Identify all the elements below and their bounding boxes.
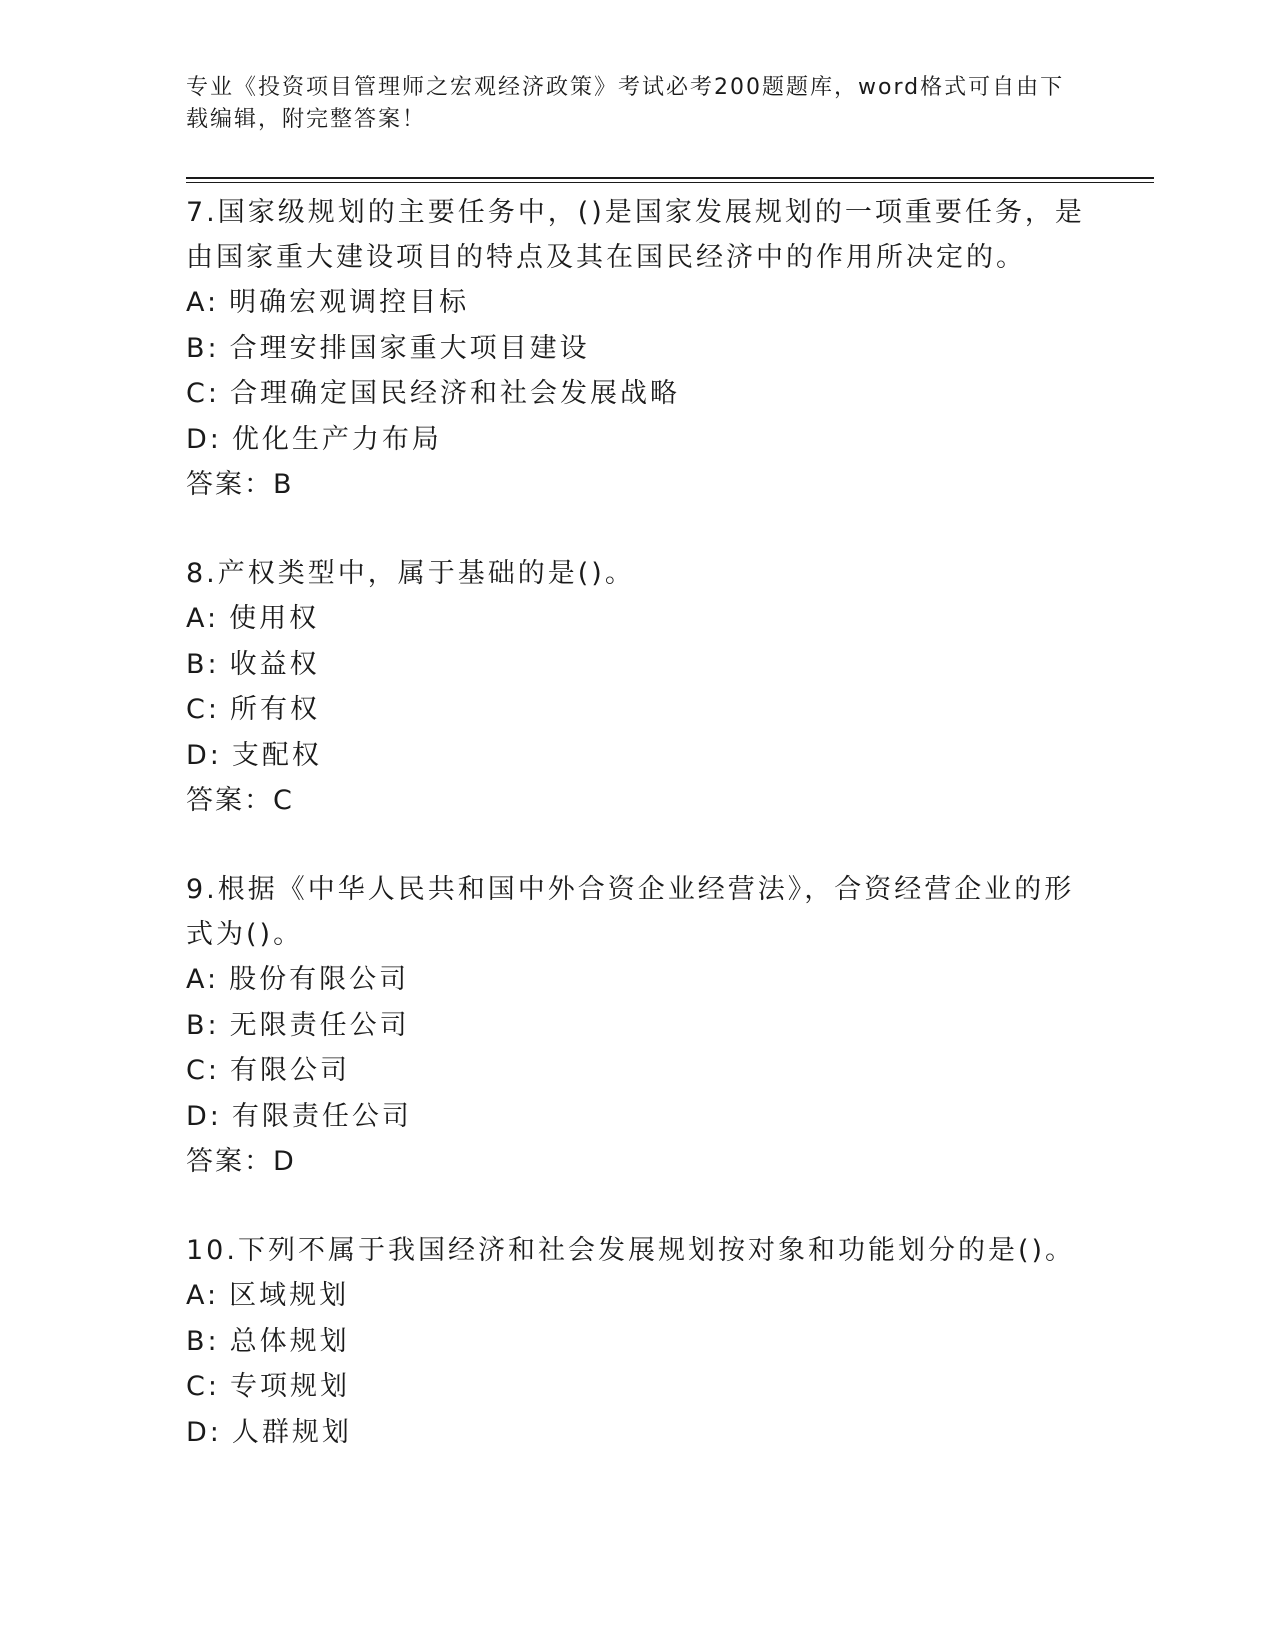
answer-label: 答案：B — [186, 469, 294, 500]
option-letter: A: — [186, 1280, 220, 1311]
option-text: 人群规划 — [231, 1416, 352, 1448]
option-letter: D: — [186, 739, 222, 771]
question-stem: 10.下列不属于我国经济和社会发展规划按对象和功能划分的是()。 — [186, 1235, 1076, 1266]
option-text: 明确宏观调控目标 — [229, 287, 470, 318]
answer-label: 答案：D — [186, 1146, 296, 1177]
option-text: 专项规划 — [229, 1371, 350, 1402]
option-text: 支配权 — [231, 739, 322, 771]
option-c — [186, 1048, 1086, 1094]
option-text: 总体规划 — [229, 1325, 350, 1357]
option-letter: C: — [186, 1371, 220, 1402]
option-text: 所有权 — [229, 694, 320, 725]
question-list — [186, 190, 1086, 1499]
option-c — [186, 1364, 1086, 1410]
divider-line-bottom — [186, 182, 1154, 183]
option-letter: A: — [186, 287, 220, 318]
option-d — [186, 1094, 1086, 1140]
option-text: 收益权 — [229, 648, 320, 680]
header-divider — [186, 177, 1154, 183]
question-7 — [186, 190, 1086, 507]
question-stem: 9.根据《中华人民共和国中外合资企业经营法》，合资经营企业的形式为()。 — [186, 874, 1075, 950]
option-letter: A: — [186, 964, 220, 995]
option-d — [186, 733, 1086, 779]
option-letter: D: — [186, 1100, 222, 1132]
option-b — [186, 642, 1086, 688]
question-10 — [186, 1228, 1086, 1455]
option-d — [186, 417, 1086, 463]
option-text: 合理确定国民经济和社会发展战略 — [229, 378, 680, 409]
option-letter: B: — [186, 648, 220, 680]
option-a — [186, 596, 1086, 642]
option-a — [186, 957, 1086, 1003]
divider-line-top — [186, 177, 1154, 179]
option-letter: C: — [186, 378, 220, 409]
option-b — [186, 326, 1086, 372]
option-text: 优化生产力布局 — [231, 423, 442, 455]
option-text: 有限公司 — [229, 1055, 350, 1086]
option-letter: C: — [186, 694, 220, 725]
option-letter: D: — [186, 1416, 222, 1448]
option-letter: C: — [186, 1055, 220, 1086]
option-a — [186, 280, 1086, 326]
option-text: 使用权 — [229, 603, 320, 634]
option-text: 合理安排国家重大项目建设 — [229, 332, 590, 364]
answer-label: 答案：C — [186, 785, 294, 816]
option-text: 无限责任公司 — [229, 1009, 410, 1041]
option-letter: B: — [186, 1325, 220, 1357]
option-letter: D: — [186, 423, 222, 455]
question-8 — [186, 551, 1086, 823]
option-text: 股份有限公司 — [229, 964, 410, 995]
document-header: 专业《投资项目管理师之宏观经济政策》考试必考200题题库，word格式可自由下载编辑，附完整答案！ — [186, 75, 1065, 132]
option-b — [186, 1003, 1086, 1049]
option-b — [186, 1319, 1086, 1365]
option-c — [186, 371, 1086, 417]
option-letter: B: — [186, 332, 220, 364]
option-text: 有限责任公司 — [231, 1100, 412, 1132]
option-d — [186, 1410, 1086, 1456]
option-text: 区域规划 — [229, 1280, 350, 1311]
question-stem: 8.产权类型中，属于基础的是()。 — [186, 558, 635, 589]
option-letter: A: — [186, 603, 220, 634]
option-letter: B: — [186, 1009, 220, 1041]
question-stem: 7.国家级规划的主要任务中，()是国家发展规划的一项重要任务，是由国家重大建设项目的特点及其在国民经济中的作用所决定的。 — [186, 197, 1085, 273]
option-a — [186, 1273, 1086, 1319]
question-9 — [186, 867, 1086, 1184]
option-c — [186, 687, 1086, 733]
